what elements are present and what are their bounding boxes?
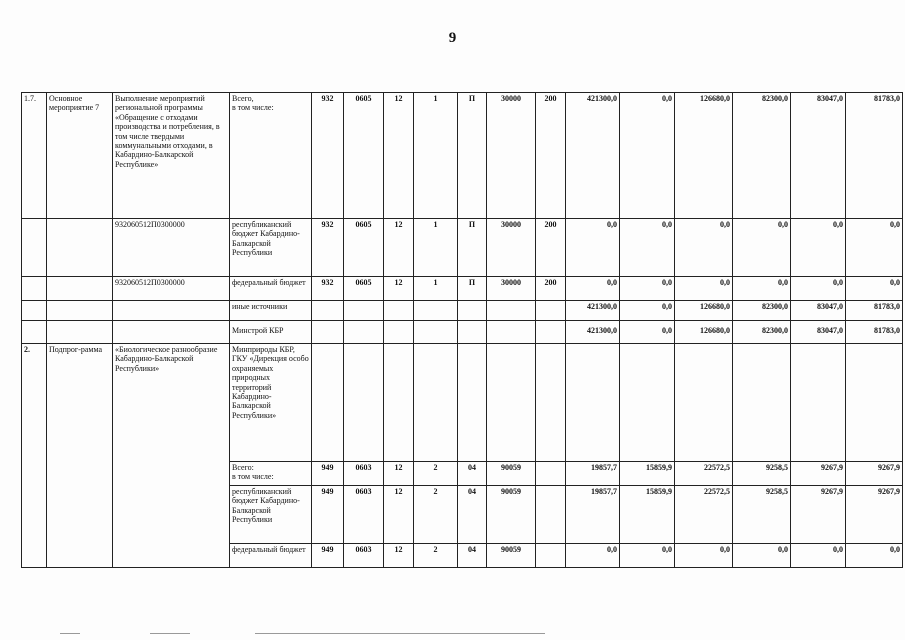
- cell-code4: [487, 344, 536, 462]
- cell-code4: 30000: [487, 277, 536, 301]
- cell-value: 421300,0: [566, 93, 620, 219]
- cell-code3: [458, 301, 487, 321]
- cell-code2: [414, 321, 458, 344]
- cell-rzpr: 0603: [344, 544, 384, 568]
- row-source: федеральный бюджет: [230, 544, 312, 568]
- row-type: [47, 301, 113, 321]
- cell-vr: [536, 301, 566, 321]
- table-row: [22, 344, 903, 462]
- cell-value: 0,0: [620, 93, 675, 219]
- cell-grbs: 949: [312, 462, 344, 486]
- cell-code2: 2: [414, 544, 458, 568]
- row-type: [47, 219, 113, 277]
- cell-value: 83047,0: [791, 301, 846, 321]
- cell-rzpr: [344, 344, 384, 462]
- cell-value: 22572,5: [675, 486, 733, 544]
- cell-grbs: 932: [312, 277, 344, 301]
- cell-value: 0,0: [791, 219, 846, 277]
- cell-vr: 200: [536, 219, 566, 277]
- cell-rzpr: 0603: [344, 462, 384, 486]
- row-source: федеральный бюджет: [230, 277, 312, 301]
- row-name: Выполнение мероприятий региональной программы «Обращение с отходами производства и потребления, в том числе твердыми коммунальными отходами, в Кабардино-Балкарской Республике»: [113, 93, 230, 219]
- cell-value: 0,0: [733, 219, 791, 277]
- table-row: [22, 219, 903, 277]
- cell-code3: [458, 344, 487, 462]
- cell-vr: [536, 344, 566, 462]
- row-name: 932060512П0300000: [113, 277, 230, 301]
- row-source: иные источники: [230, 301, 312, 321]
- row-number: [22, 301, 47, 321]
- cell-rzpr: 0605: [344, 277, 384, 301]
- cell-code3: 04: [458, 544, 487, 568]
- row-name: [113, 321, 230, 344]
- cell-value: 82300,0: [733, 321, 791, 344]
- table-row: [22, 321, 903, 344]
- row-source: республиканский бюджет Кабардино-Балкарской Республики: [230, 219, 312, 277]
- cell-value: [566, 344, 620, 462]
- cell-value: 0,0: [566, 277, 620, 301]
- page-number: 9: [448, 30, 457, 46]
- cell-code2: [414, 301, 458, 321]
- row-source: Минприроды КБР, ГКУ «Дирекция особо охраняемых природных территорий Кабардино-Балкарской Республики»: [230, 344, 312, 462]
- table-row: [22, 301, 903, 321]
- cell-value: 9267,9: [846, 486, 903, 544]
- row-number: [22, 321, 47, 344]
- row-source: Минстрой КБР: [230, 321, 312, 344]
- cell-value: 0,0: [675, 277, 733, 301]
- cell-code1: 12: [384, 93, 414, 219]
- cell-code1: 12: [384, 486, 414, 544]
- cell-code4: [487, 321, 536, 344]
- cell-value: 9267,9: [846, 462, 903, 486]
- cell-value: [791, 344, 846, 462]
- footer-divider: [255, 633, 545, 634]
- row-name: 932060512П0300000: [113, 219, 230, 277]
- cell-value: 126680,0: [675, 321, 733, 344]
- cell-value: 126680,0: [675, 301, 733, 321]
- cell-code1: [384, 301, 414, 321]
- cell-value: 19857,7: [566, 462, 620, 486]
- cell-grbs: [312, 301, 344, 321]
- cell-code2: 1: [414, 277, 458, 301]
- cell-code2: 2: [414, 486, 458, 544]
- cell-value: 9267,9: [791, 462, 846, 486]
- cell-value: 0,0: [791, 277, 846, 301]
- cell-value: 0,0: [846, 544, 903, 568]
- cell-value: 83047,0: [791, 321, 846, 344]
- cell-value: [620, 344, 675, 462]
- cell-code1: 12: [384, 219, 414, 277]
- cell-value: 0,0: [620, 544, 675, 568]
- row-source: республиканский бюджет Кабардино-Балкарской Республики: [230, 486, 312, 544]
- cell-value: 0,0: [620, 277, 675, 301]
- row-type: Подпрог-рамма: [47, 344, 113, 568]
- cell-vr: 200: [536, 93, 566, 219]
- cell-value: 81783,0: [846, 321, 903, 344]
- cell-code2: 2: [414, 462, 458, 486]
- cell-value: 9258,5: [733, 486, 791, 544]
- cell-value: [846, 344, 903, 462]
- cell-rzpr: [344, 321, 384, 344]
- cell-value: 15859,9: [620, 462, 675, 486]
- row-number: [22, 219, 47, 277]
- cell-value: 19857,7: [566, 486, 620, 544]
- cell-code3: П: [458, 93, 487, 219]
- cell-code3: П: [458, 277, 487, 301]
- cell-code2: 1: [414, 219, 458, 277]
- cell-code3: П: [458, 219, 487, 277]
- cell-value: 126680,0: [675, 93, 733, 219]
- cell-vr: [536, 544, 566, 568]
- cell-vr: [536, 462, 566, 486]
- cell-value: [733, 344, 791, 462]
- cell-code4: 30000: [487, 219, 536, 277]
- cell-value: 421300,0: [566, 321, 620, 344]
- cell-grbs: [312, 344, 344, 462]
- cell-code1: [384, 321, 414, 344]
- cell-code1: [384, 344, 414, 462]
- cell-value: 0,0: [846, 277, 903, 301]
- cell-code1: 12: [384, 462, 414, 486]
- cell-rzpr: 0605: [344, 93, 384, 219]
- cell-grbs: 949: [312, 486, 344, 544]
- cell-value: 421300,0: [566, 301, 620, 321]
- cell-grbs: 932: [312, 219, 344, 277]
- cell-code3: 04: [458, 462, 487, 486]
- cell-code4: 90059: [487, 462, 536, 486]
- cell-value: 22572,5: [675, 462, 733, 486]
- cell-value: 0,0: [846, 219, 903, 277]
- cell-value: 15859,9: [620, 486, 675, 544]
- budget-table: [21, 92, 903, 568]
- cell-vr: 200: [536, 277, 566, 301]
- cell-value: 0,0: [791, 544, 846, 568]
- cell-value: 82300,0: [733, 301, 791, 321]
- row-number: 1.7.: [22, 93, 47, 219]
- cell-rzpr: 0603: [344, 486, 384, 544]
- cell-value: 0,0: [620, 219, 675, 277]
- row-name: «Биологическое разнообразие Кабардино-Балкарской Республики»: [113, 344, 230, 568]
- footer-divider: [60, 633, 80, 634]
- row-source: Всего, в том числе:: [230, 93, 312, 219]
- cell-code3: 04: [458, 486, 487, 544]
- row-number: 2.: [22, 344, 47, 568]
- cell-code2: [414, 344, 458, 462]
- table-row: [22, 93, 903, 219]
- row-type: [47, 321, 113, 344]
- cell-code2: 1: [414, 93, 458, 219]
- cell-value: [675, 344, 733, 462]
- cell-value: 0,0: [566, 544, 620, 568]
- cell-code4: 90059: [487, 486, 536, 544]
- row-number: [22, 277, 47, 301]
- cell-vr: [536, 486, 566, 544]
- cell-rzpr: [344, 301, 384, 321]
- row-type: [47, 277, 113, 301]
- cell-value: 0,0: [566, 219, 620, 277]
- cell-code1: 12: [384, 544, 414, 568]
- cell-value: 81783,0: [846, 93, 903, 219]
- cell-value: 83047,0: [791, 93, 846, 219]
- row-name: [113, 301, 230, 321]
- row-type: Основное мероприятие 7: [47, 93, 113, 219]
- cell-value: 0,0: [675, 219, 733, 277]
- row-source: Всего: в том числе:: [230, 462, 312, 486]
- cell-value: 81783,0: [846, 301, 903, 321]
- cell-value: 82300,0: [733, 93, 791, 219]
- cell-code3: [458, 321, 487, 344]
- cell-grbs: 949: [312, 544, 344, 568]
- cell-value: 0,0: [733, 544, 791, 568]
- cell-value: 9267,9: [791, 486, 846, 544]
- footer-divider: [150, 633, 190, 634]
- cell-code1: 12: [384, 277, 414, 301]
- cell-grbs: [312, 321, 344, 344]
- table-row: [22, 277, 903, 301]
- cell-value: 0,0: [675, 544, 733, 568]
- cell-code4: 30000: [487, 93, 536, 219]
- cell-grbs: 932: [312, 93, 344, 219]
- cell-code4: 90059: [487, 544, 536, 568]
- cell-value: 0,0: [733, 277, 791, 301]
- cell-value: 0,0: [620, 301, 675, 321]
- cell-value: 9258,5: [733, 462, 791, 486]
- cell-value: 0,0: [620, 321, 675, 344]
- cell-vr: [536, 321, 566, 344]
- cell-code4: [487, 301, 536, 321]
- cell-rzpr: 0605: [344, 219, 384, 277]
